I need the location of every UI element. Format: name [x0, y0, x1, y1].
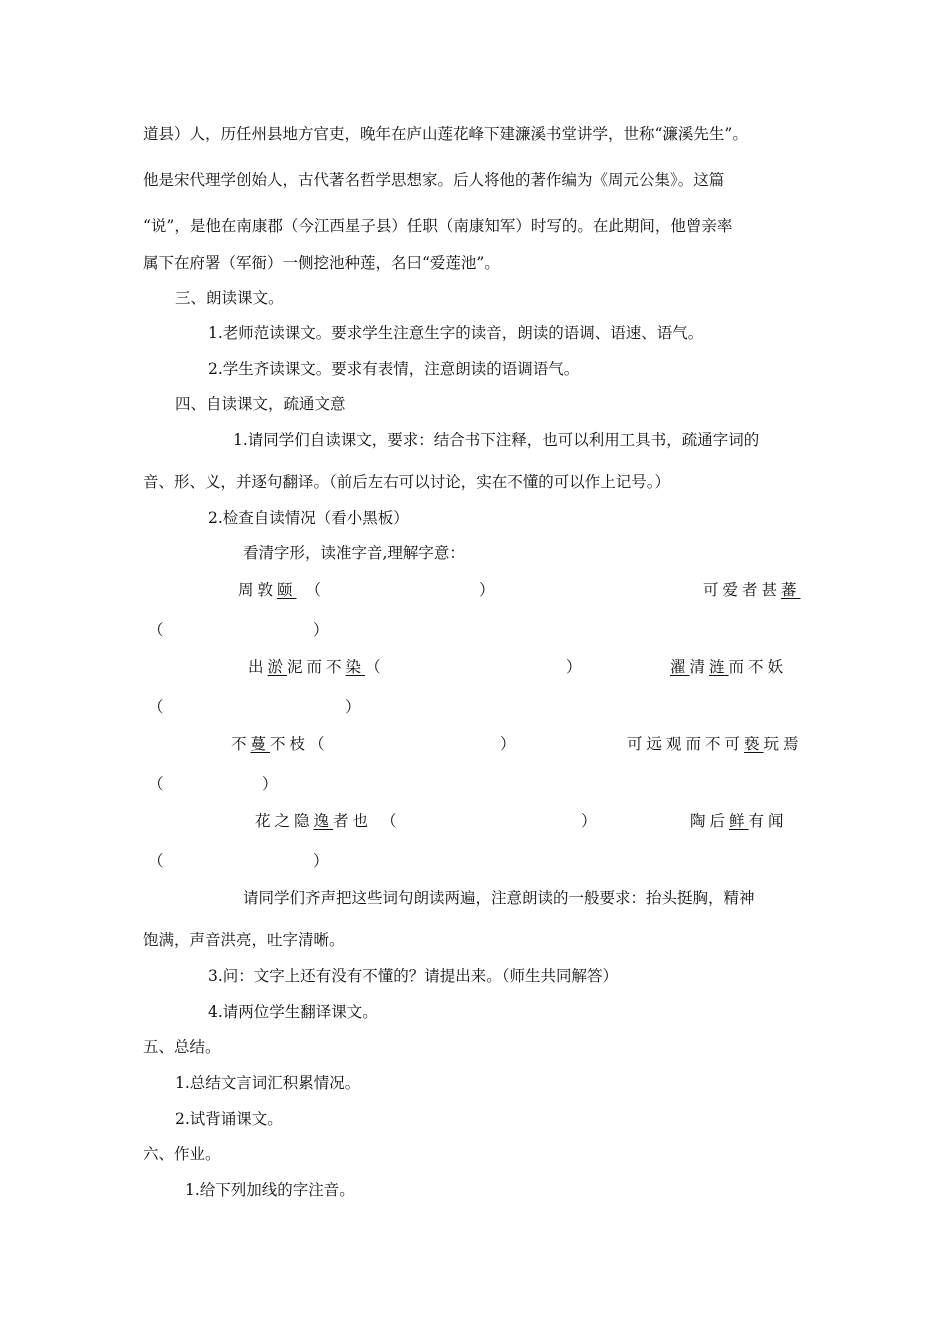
section-4-heading: 四、自读课文，疏通文意	[175, 395, 346, 413]
vocab-blank-open: （	[148, 621, 164, 639]
vocab-blank-close: ）	[262, 775, 278, 793]
underlined-char: 颐	[277, 581, 297, 599]
s3-item-1: 1.老师范读课文。要求学生注意生字的读音，朗读的语调、语速、语气。	[208, 324, 704, 342]
s4-read-b: 饱满，声音洪亮，吐字清晰。	[143, 931, 345, 949]
underlined-char: 染	[345, 658, 366, 676]
vocab-blank-close: ）	[581, 812, 597, 830]
section-6-heading: 六、作业。	[143, 1145, 221, 1163]
s4-item-3: 3.问：文字上还有没有不懂的？请提出来。（师生共同解答）	[208, 967, 619, 985]
vocab-item-5: 不蔓不枝（	[231, 735, 329, 753]
intro-line-1: 道县）人，历任州县地方官吏，晚年在庐山莲花峰下建濂溪书堂讲学，世称“濂溪先生”。	[143, 125, 748, 143]
s4-read-a: 请同学们齐声把这些词句朗读两遍，注意朗读的一般要求：抬头挺胸，精神	[243, 889, 755, 907]
section-3-heading: 三、朗读课文。	[175, 289, 284, 307]
vocab-item-7: 花之隐逸者也 （	[255, 812, 401, 830]
underlined-char: 蕃	[781, 581, 801, 599]
vocab-blank-close: ）	[313, 621, 329, 639]
section-5-heading: 五、总结。	[143, 1038, 221, 1056]
vocab-item-6: 可远观而不可亵玩焉	[627, 735, 803, 753]
vocab-item-4: 濯清涟而不妖	[670, 658, 788, 676]
s4-item-1a: 1.请同学们自读课文，要求：结合书下注释，也可以利用工具书，疏通字词的	[233, 431, 760, 449]
underlined-char: 逸	[313, 812, 334, 830]
vocab-item-1: 周敦颐 （	[238, 581, 325, 599]
underlined-char: 亵	[744, 735, 764, 753]
vocab-item-2: 可爱者甚蕃	[703, 581, 801, 599]
vocab-blank-close: ）	[566, 658, 582, 676]
vocab-blank-open: （	[148, 698, 164, 716]
s4-item-4: 4.请两位学生翻译课文。	[208, 1003, 378, 1021]
vocab-blank-close: ）	[500, 735, 516, 753]
intro-line-3: “说”，是他在南康郡（今江西星子县）任职（南康知军）时写的。在此期间，他曾亲率	[143, 217, 733, 235]
vocab-blank-open: （	[148, 852, 164, 870]
intro-line-4: 属下在府署（军衙）一侧挖池种莲，名曰“爱莲池”。	[143, 254, 500, 272]
underlined-char: 涟	[709, 658, 729, 676]
intro-line-2: 他是宋代理学创始人，古代著名哲学思想家。后人将他的著作编为《周元公集》。这篇	[143, 171, 725, 189]
vocab-blank-close: ）	[313, 852, 329, 870]
s5-item-1: 1.总结文言词汇积累情况。	[175, 1074, 361, 1092]
vocab-item-8: 陶后鲜有闻	[690, 812, 788, 830]
underlined-char: 鲜	[729, 812, 749, 830]
vocab-blank-open: （	[148, 775, 164, 793]
s5-item-2: 2.试背诵课文。	[175, 1110, 283, 1128]
underlined-char: 濯	[670, 658, 690, 676]
vocab-blank-close: ）	[479, 581, 495, 599]
vocab-blank-close: ）	[345, 698, 361, 716]
underlined-char: 蔓	[250, 735, 271, 753]
s4-tip: 看清字形，读准字音,理解字意：	[243, 544, 465, 562]
s6-item-1: 1.给下列加线的字注音。	[185, 1181, 355, 1199]
s3-item-2: 2.学生齐读课文。要求有表情，注意朗读的语调语气。	[208, 360, 580, 378]
underlined-char: 淤	[267, 658, 288, 676]
vocab-item-3: 出淤泥而不染（	[248, 658, 385, 676]
s4-item-2: 2.检查自读情况（看小黑板）	[208, 509, 409, 527]
s4-item-1b: 音、形、义，并逐句翻译。（前后左右可以讨论，实在不懂的可以作上记号。）	[143, 473, 671, 491]
